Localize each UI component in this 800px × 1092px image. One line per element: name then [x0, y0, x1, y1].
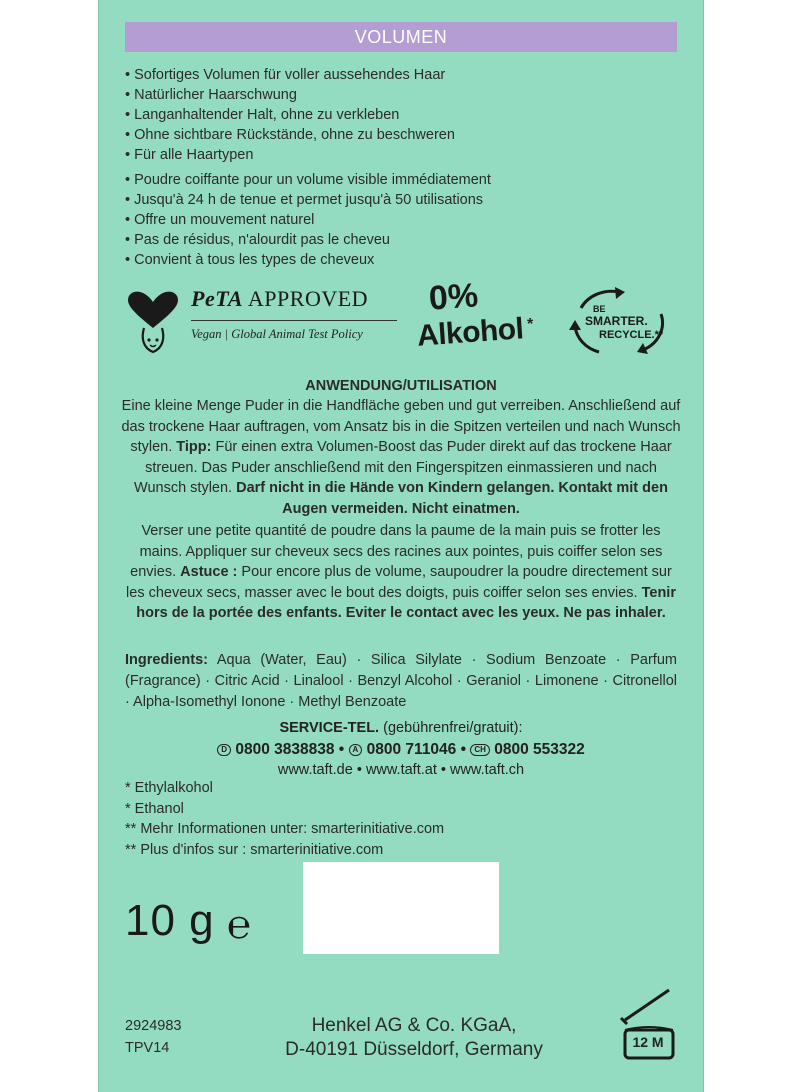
ingredients-list: Ingredients: Aqua (Water, Eau) · Silica Silylate · Sodium Benzoate · Parfum (Fragrance) · Citric Acid · Linalool · Benzyl Alcohol · Geraniol · Limonene · Citronellol · Alpha-Isomethyl Ionone · Methyl Benzoate	[125, 652, 677, 710]
country-code-badge: A	[349, 744, 363, 756]
application-text-de: Eine kleine Menge Puder in die Handfläche geben und gut verreiben. Anschließend auf das trockene Haar auftragen, vom Ansatz bis in die Spitzen verteilen und nach Wunsch stylen. Tipp: Für einen extra Volumen-Boost das Puder direkt auf das trockene Haar streuen. Das Puder anschließend mit den Fingerspitzen einmassieren und nach Wunsch stylen. Darf nicht in die Hände von Kindern gelangen. Kontakt mit den Augen vermeiden. Nicht einatmen.	[121, 398, 681, 517]
list-item: • Pas de résidus, n'alourdit pas le cheveu	[125, 230, 491, 250]
svg-text:BE: BE	[593, 304, 606, 314]
list-item: • Sofortiges Volumen für voller aussehendes Haar	[125, 65, 455, 85]
peta-bunny-heart-icon	[123, 288, 183, 358]
german-benefits-list	[125, 65, 455, 165]
pao-label: 12 M	[632, 1034, 664, 1050]
recycle-icon	[559, 286, 679, 360]
product-label	[98, 0, 704, 1092]
footnote: ** Mehr Informationen unter: smarterinitiative.com	[125, 821, 445, 837]
net-weight: 10 g	[125, 896, 215, 945]
country-code-badge: D	[217, 744, 231, 756]
list-item: • Ohne sichtbare Rückstände, ohne zu beschweren	[125, 125, 455, 145]
footnote: * Ethanol	[125, 800, 184, 817]
list-item: • Convient à tous les types de cheveux	[125, 250, 491, 270]
estimated-sign-icon: ℮	[227, 903, 252, 947]
application-title: ANWENDUNG/UTILISATION	[305, 378, 497, 394]
list-item: • Langanhaltender Halt, ohne zu verkleben	[125, 105, 455, 125]
phone-numbers: D 0800 3838838 • A 0800 711046 • CH 0800 553322	[119, 739, 683, 760]
peta-subtitle: Vegan | Global Animal Test Policy	[191, 327, 363, 341]
svg-text:RECYCLE.**: RECYCLE.**	[599, 329, 664, 341]
alkohol-percent: 0%	[427, 276, 480, 318]
application-text-fr: Verser une petite quantité de poudre dans la paume de la main puis se frotter les mains. Appliquer sur cheveux secs des racines aux pointes, puis coiffer selon ses envies. Astuce : Pour encore plus de volume, saupoudrer la poudre directement sur les cheveux secs, masser avec le bout des doigts, puis coiffer selon ses envies. Tenir hors de la portée des enfants. Eviter le contact avec les yeux. Ne pas inhaler.	[126, 523, 676, 621]
divider	[191, 320, 397, 321]
footnotes	[125, 778, 444, 860]
blank-print-area	[303, 862, 499, 954]
websites: www.taft.de • www.taft.at • www.taft.ch	[277, 762, 525, 778]
peta-approved-title: PeTA APPROVED	[191, 286, 369, 311]
list-item: • Poudre coiffante pour un volume visible immédiatement	[125, 170, 491, 190]
alkohol-star: *	[527, 316, 534, 333]
list-item: • Jusqu'à 24 h de tenue et permet jusqu'à 50 utilisations	[125, 190, 491, 210]
footnote: ** Plus d'infos sur : smarterinitiative.com	[125, 841, 384, 858]
volumen-header: VOLUMEN	[125, 22, 677, 52]
country-code-badge: CH	[470, 744, 490, 756]
service-contact: SERVICE-TEL. (gebührenfrei/gratuit): D 0800 3838838 • A 0800 711046 • CH 0800 553322 www.taft.de • www.taft.at • www.taft.ch	[119, 718, 683, 781]
list-item: • Offre un mouvement naturel	[125, 210, 491, 230]
product-codes: 2924983 TPV14	[125, 1018, 182, 1056]
alkohol-word: Alkohol	[415, 312, 525, 353]
french-benefits-list	[125, 170, 491, 270]
manufacturer-address: Henkel AG & Co. KGaA, D-40191 Düsseldorf, Germany	[285, 1015, 543, 1060]
certification-logos	[99, 276, 703, 362]
footnote: * Ethylalkohol	[125, 780, 213, 796]
list-item: • Natürlicher Haarschwung	[125, 85, 455, 105]
svg-text:SMARTER.: SMARTER.	[585, 314, 648, 328]
list-item: • Für alle Haartypen	[125, 145, 455, 165]
